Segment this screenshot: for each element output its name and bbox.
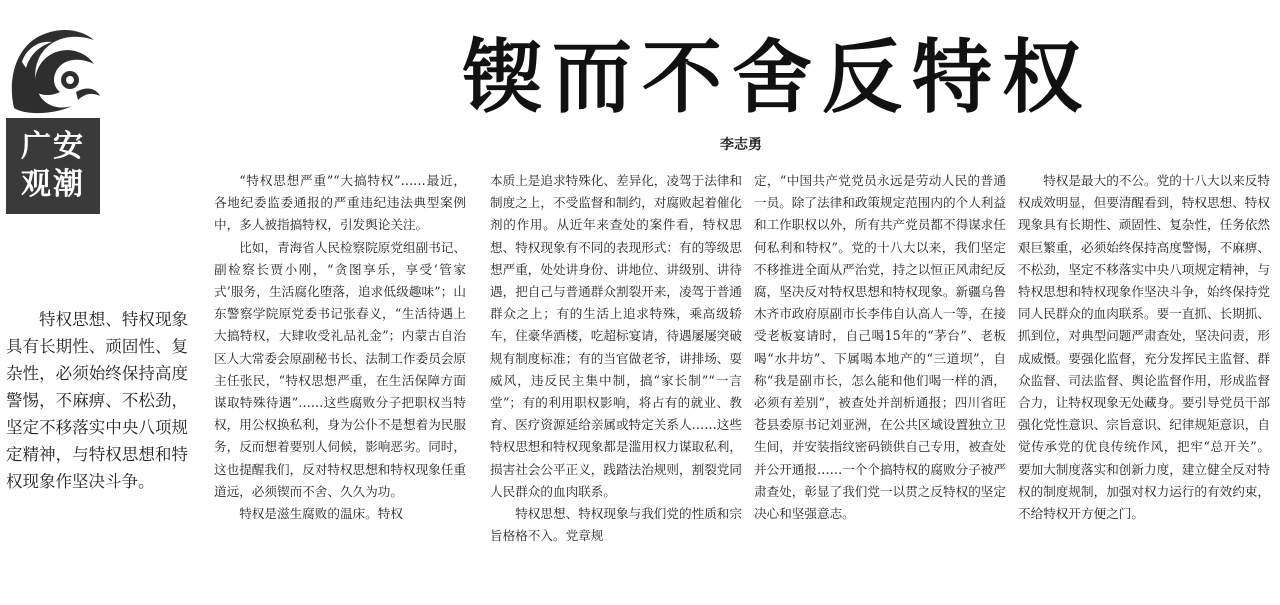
paragraph: 比如，青海省人民检察院原党组副书记、副检察长贾小刚，“贪图享乐，享受‘管家式’服务，生活腐化堕落，追求低级趣味”；山东警察学院原党委书记张春义，“生活待遇上大搞特权，大肆收受礼品礼金”；内蒙古自治区人大常委会原副秘书长、法制工作委员会原主任张民，“特权思想严重，在生活保障方面谋取特殊待遇”……这些腐败分子把职权当特权，用公权换私利，身为公仆不是想着为民服务，反而想着要别人伺候，影响恶劣。同时，这也提醒我们，反对特权思想和特权现象任重道远，必须锲而不舍、久久为功。 [214,239,466,499]
column-name-badge [6,118,100,214]
paragraph: “特权思想严重”“大搞特权”……最近，各地纪委监委通报的严重违纪违法典型案例中，多人被指搞特权，引发舆论关注。 [214,173,466,233]
pull-quote [6,306,188,495]
article-column-2 [490,170,742,590]
paragraph: 定，“中国共产党党员永远是劳动人民的普通一员。除了法律和政策规定范围内的个人利益和工作职权以外，所有共产党员都不得谋求任何私利和特权”。党的十八大以来，我们坚定不移推进全面从严治党，持之以恒正风肃纪反腐，坚决反对特权思想和特权现象。新疆乌鲁木齐市政府原副市长李伟自认高人一等，在接受老板宴请时，自己喝15年的“茅台”、老板喝“水井坊”、下属喝本地产的“三道坝”，自称“我是副市长，怎么能和他们喝一样的酒，必须有差别”，被查处并剖析通报；四川省旺苍县委原书记刘亚洲，在公共区域设置独立卫生间，并安装指纹密码锁供自己专用，被查处并公开通报……一个个搞特权的腐败分子被严肃查处，彰显了我们党一以贯之反特权的坚定决心和坚强意志。 [754,173,1006,522]
wave-logo-icon [6,22,102,114]
column-name-line2: 观潮 [21,167,85,202]
column-name-line1: 广安 [21,129,85,164]
article-title: 锲而不舍反特权 [462,31,1092,124]
article-author: 李志勇 [720,137,762,153]
paragraph: 特权思想、特权现象与我们党的性质和宗旨格格不入。党章规 [490,506,742,544]
paragraph: 本质上是追求特殊化、差异化，凌驾于法律和制度之上，不受监督和制约，对腐败起着催化剂的作用。从近年来查处的案件看，特权思想、特权现象有不同的表现形式：有的等级思想严重，处处讲身份、讲地位、讲级别、讲待遇，把自己与普通群众割裂开来，凌驾于普通群众之上；有的生活上追求特殊，乘高级轿车，住豪华酒楼，吃超标宴请，待遇屡屡突破规有制度标准；有的当官做老爷，讲排场、耍威风，违反民主集中制，搞“家长制”“一言堂”；有的利用职权影响，将占有的就业、教育、医疗资源延给亲属或特定关系人……这些特权思想和特权现象都是滥用权力谋取私利，损害社会公平正义，践踏法治规则，割裂党同人民群众的血肉联系。 [490,173,742,499]
article-column-3 [754,170,1006,590]
pull-quote-text: 特权思想、特权现象具有长期性、顽固性、复杂性，必须始终保持高度警惕，不麻痹、不松劲，坚定不移落实中央八项规定精神，与特权思想和特权现象作坚决斗争。 [6,310,188,491]
article-column-1 [214,170,466,590]
paragraph: 特权是滋生腐败的温床。特权 [239,506,403,522]
paragraph: 特权是最大的不公。党的十八大以来反特权成效明显，但要清醒看到，特权思想、特权现象具有长期性、顽固性、复杂性，任务依然艰巨繁重，必须始终保持高度警惕，不麻痹、不松劲，坚定不移落实中央八项规定精神，与特权思想和特权现象作坚决斗争，始终保持党同人民群众的血肉联系。要一直抓、长期抓、抓到位，对典型问题严肃查处，坚决问责，形成威慑。要强化监督，充分发挥民主监督、群众监督、司法监督、舆论监督作用，形成监督合力，让特权现象无处藏身。要引导党员干部强化党性意识、宗旨意识、纪律规矩意识，自觉传承党的优良传统作风，把牢“总开关”。要加大制度落实和创新力度，建立健全反对特权的制度规制，加强对权力运行的有效约束，不给特权开方便之门。 [1018,173,1270,522]
article-column-4 [1018,170,1270,590]
